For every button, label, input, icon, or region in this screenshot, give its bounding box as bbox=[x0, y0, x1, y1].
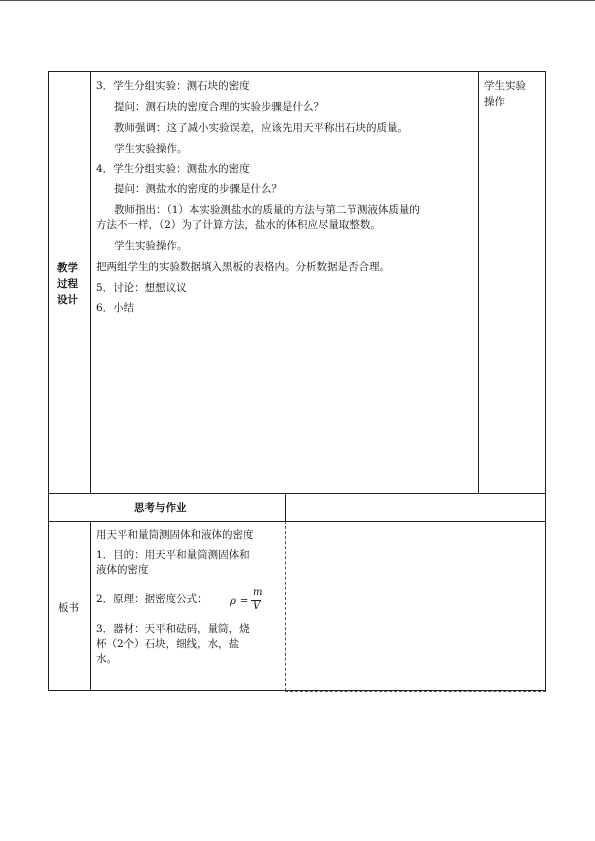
homework-divider bbox=[285, 493, 286, 521]
board-title: 用天平和量筒测固体和液体的密度 bbox=[96, 529, 254, 541]
process-label-divider bbox=[90, 71, 91, 493]
process-line: 提问：测盐水的密度的步骤是什么？ bbox=[114, 183, 282, 195]
process-note-line: 学生实验 bbox=[484, 80, 526, 92]
board-equipment-line: 水。 bbox=[96, 653, 117, 665]
process-bottom-rule bbox=[48, 493, 546, 494]
process-label-line: 教学 bbox=[57, 262, 78, 274]
board-purpose-line: 液体的密度 bbox=[96, 564, 149, 576]
process-line: 学生实验操作。 bbox=[114, 240, 188, 252]
process-line: 5．讨论：想想议议 bbox=[96, 282, 187, 294]
page-top-rule bbox=[0, 0, 595, 1]
board-label: 板书 bbox=[58, 602, 79, 614]
formula-equals: = bbox=[240, 596, 249, 607]
process-line: 3．学生分组实验：测石块的密度 bbox=[96, 80, 250, 92]
process-label-line: 过程 bbox=[57, 278, 78, 290]
process-line: 4．学生分组实验：测盐水的密度 bbox=[96, 163, 250, 175]
process-label-line: 设计 bbox=[57, 294, 78, 306]
board-principle: 2．原理：据密度公式： bbox=[96, 593, 208, 605]
formula-rho: ρ bbox=[230, 596, 236, 607]
board-dashed-divider bbox=[285, 521, 286, 691]
board-equipment-line: 杯（2个）石块，细线，水，盐 bbox=[96, 638, 240, 650]
process-line: 教师指出：（1）本实验测盐水的质量的方法与第二节测液体质量的 bbox=[114, 204, 420, 216]
process-note-line: 操作 bbox=[484, 96, 505, 108]
formula-numerator: m bbox=[253, 587, 263, 598]
board-equipment-line: 3．器材：天平和砝码，量筒，烧 bbox=[96, 623, 250, 635]
process-line: 学生实验操作。 bbox=[114, 143, 188, 155]
homework-label: 思考与作业 bbox=[134, 502, 187, 514]
process-line: 方法不一样，（2）为了计算方法，盐水的体积应尽量取整数。 bbox=[96, 219, 381, 231]
process-line: 6．小结 bbox=[96, 302, 135, 314]
board-dashed-bottom bbox=[285, 691, 546, 692]
homework-bottom-rule bbox=[48, 521, 546, 522]
board-purpose-line: 1．目的：用天平和量筒测固体和 bbox=[96, 549, 250, 561]
process-line: 提问：测石块的密度合理的实验步骤是什么？ bbox=[114, 101, 324, 113]
board-label-divider bbox=[90, 521, 91, 691]
formula-denominator: V bbox=[253, 601, 261, 612]
density-formula bbox=[230, 587, 270, 615]
process-line: 把两组学生的实验数据填入黑板的表格内。分析数据是否合理。 bbox=[96, 261, 390, 273]
process-line: 教师强调：这了减小实验误差，应该先用天平称出石块的质量。 bbox=[114, 122, 408, 134]
process-note-divider bbox=[478, 71, 479, 493]
